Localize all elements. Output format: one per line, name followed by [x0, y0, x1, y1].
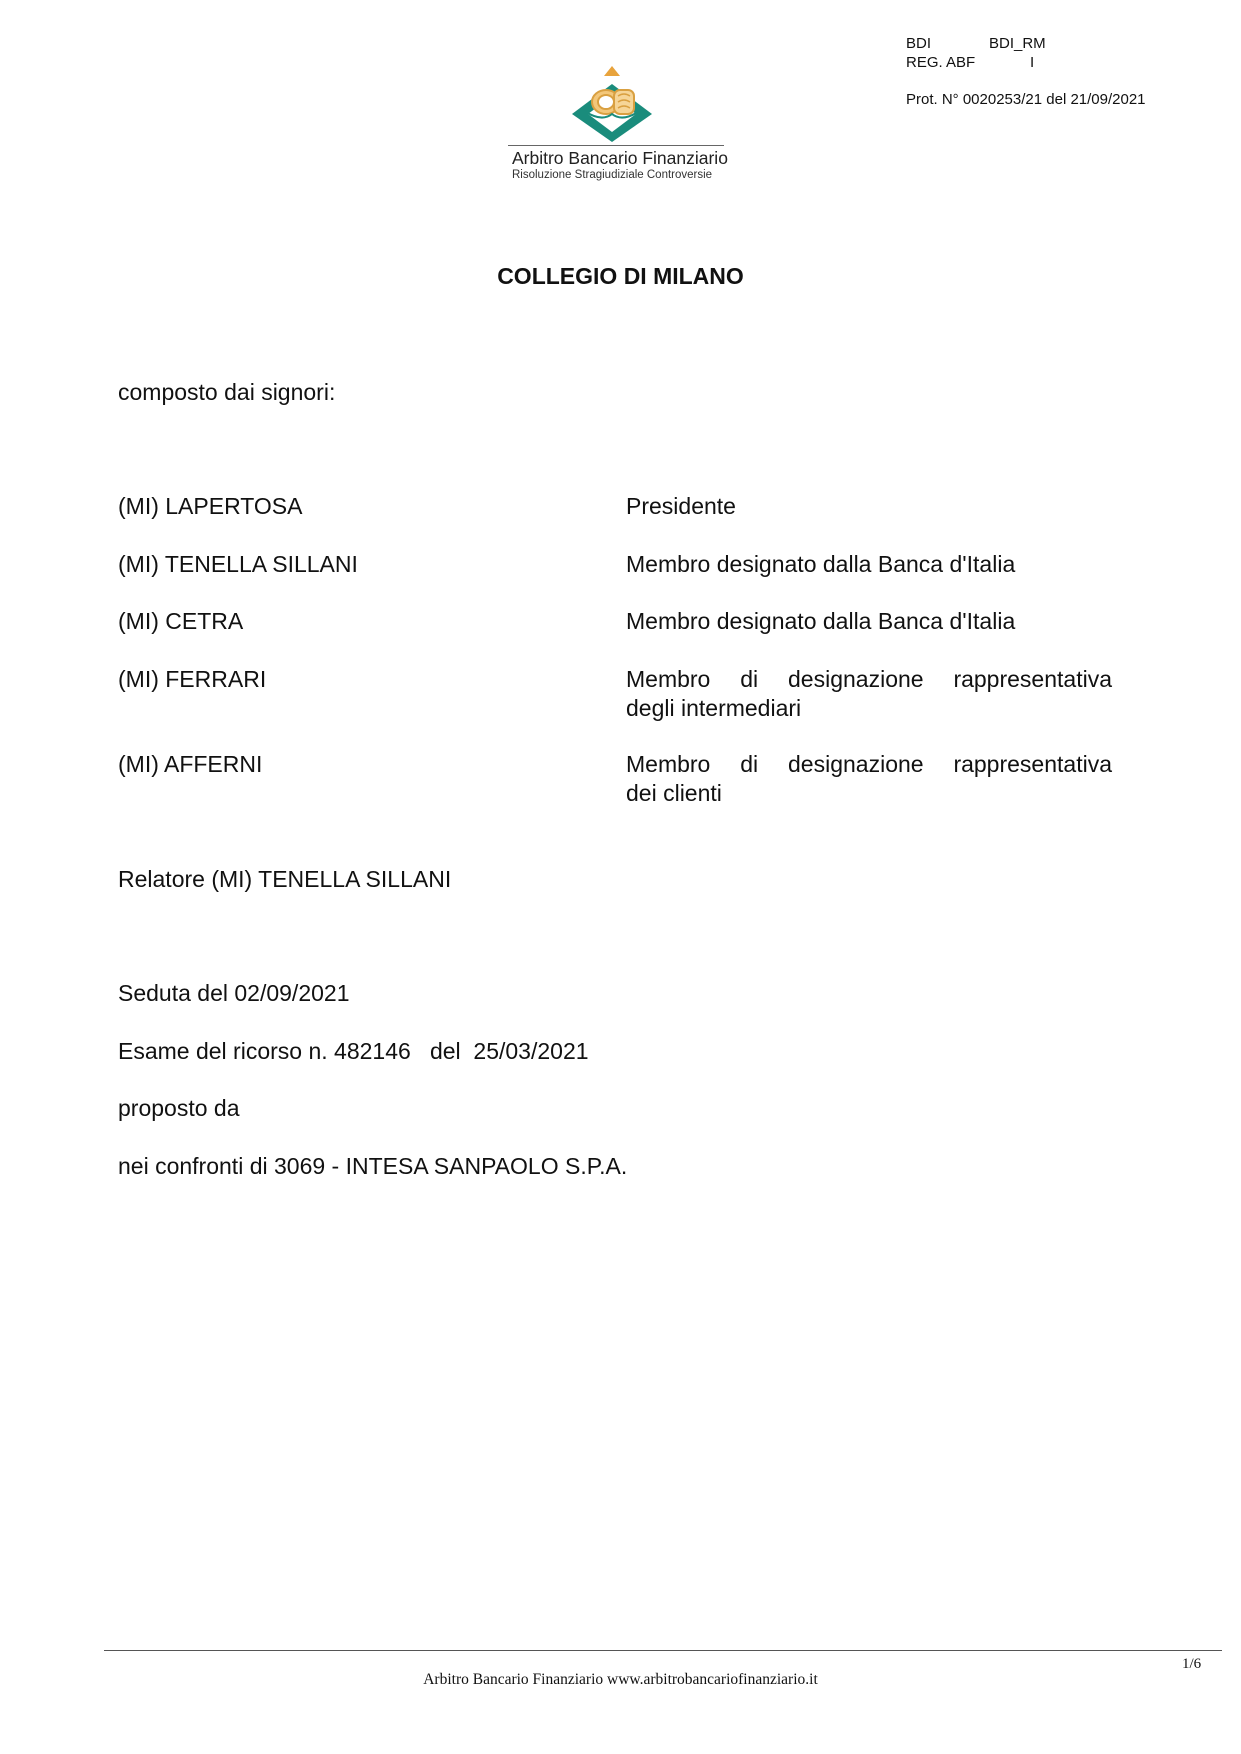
relatore-text: Relatore (MI) TENELLA SILLANI [118, 866, 452, 892]
logo-tagline: Risoluzione Stragiudiziale Controversie [512, 169, 713, 181]
member-role-1-line-1: Presidente [626, 493, 736, 519]
member-name-4: (MI) FERRARI [118, 666, 267, 692]
member-role-3 [626, 607, 1112, 636]
member-role-4-line-2: degli intermediari [626, 695, 802, 721]
member-role-2-line-1: Membro designato dalla Banca d'Italia [626, 551, 1016, 577]
page-title: COLLEGIO DI MILANO [497, 263, 744, 289]
member-role-3-line-1: Membro designato dalla Banca d'Italia [626, 608, 1016, 634]
member-name-1: (MI) LAPERTOSA [118, 493, 303, 519]
protocol-number: Prot. N° 0020253/21 del 21/09/2021 [906, 91, 1146, 108]
member-name-2: (MI) TENELLA SILLANI [118, 551, 358, 577]
header-bdi: BDI [906, 35, 932, 52]
member-name-3: (MI) CETRA [118, 608, 244, 634]
abf-logo [508, 62, 732, 181]
member-role-1 [626, 492, 1112, 521]
member-name-5: (MI) AFFERNI [118, 751, 263, 777]
confronti-text: nei confronti di 3069 - INTESA SANPAOLO S.P.A. [118, 1153, 628, 1179]
footer-divider [104, 1650, 1222, 1651]
intro-text: composto dai signori: [118, 379, 336, 405]
member-role-4 [626, 665, 1112, 723]
member-role-2 [626, 550, 1112, 579]
abf-emblem-icon [568, 62, 656, 142]
footer-text: Arbitro Bancario Finanziario www.arbitrobancariofinanziario.it [423, 1671, 818, 1688]
member-role-5-line-2: dei clienti [626, 780, 722, 806]
header-bdi-rm: BDI_RM [989, 35, 1046, 52]
member-role-5 [626, 750, 1112, 808]
member-role-5-line-1: Membro di designazione rappresentativa [626, 751, 1112, 777]
header-reg-value: I [1030, 54, 1035, 71]
proposto-text: proposto da [118, 1095, 240, 1121]
member-role-4-line-1: Membro di designazione rappresentativa [626, 666, 1112, 692]
header-reg-abf: REG. ABF [906, 54, 976, 71]
esame-text: Esame del ricorso n. 482146 del 25/03/2021 [118, 1038, 589, 1064]
seduta-text: Seduta del 02/09/2021 [118, 980, 350, 1006]
logo-org-name: Arbitro Bancario Finanziario [508, 145, 724, 169]
page-number: 1/6 [1182, 1656, 1202, 1672]
